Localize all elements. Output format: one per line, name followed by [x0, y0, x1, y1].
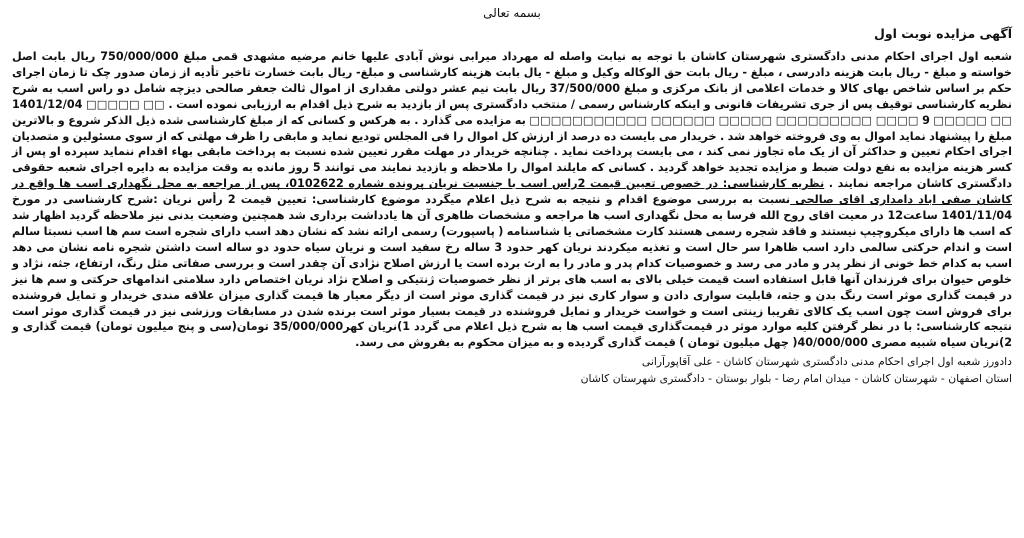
basmala-heading: بسمه تعالی — [483, 6, 541, 20]
notice-footer — [12, 353, 1012, 387]
address-line: استان اصفهان - شهرستان کاشان - میدان امام رضا - بلوار بوستان - دادگستری شهرستان کاشان — [580, 372, 1012, 386]
notice-paragraph-terms: به مزایده می گذارد . به هرکس و کسانی که از مبلغ کارشناسی شده ذیل الذکر شروع و بالاترین مبلغ را پیشنهاد نماید اموال به وی فروخته خواهد شد . خریدار می بایست ده درصد از ارزش کل اموال را فی المجلس تودیع نماید و مابقی را ظرف مهلتی که از سوی مسئولین و متصدیان اجرای احکام تعیین و حداکثر آن از یک ماه تجاوز نمی کند ، می بایست پرداخت نماید . چنانچه خریدار در مهلت مقرر تعیین شده نسبت به پرداخت مابقی بهاء اقدام ننماید سپرده او پس از کسر هزینه مزایده به نفع دولت ضبط و مزایده تجدید خواهد گردید . کسانی که مایلند اموال را ملاحظه و بازدید نمایند می توانند 5 روز مانده به وقت مزایده به دایره اجرای شعبه حقوقی دادگستری کاشان مراجعه نمایند . — [12, 113, 1012, 191]
notice-expert-opinion-heading: نظریه کارشناسی: در خصوص تعیین قیمت 2راس اسب با جنسیت نریان پرونده شماره 0102622، پس از مراجعه به محل نگهداری اسب ها واقع در کاشان صفی اباد دامداری اقای صالحی — [12, 177, 1012, 207]
notice-auction-date-line: □□ □□□□□ 1401/12/04 □□ □□□□□ 9 □□□□ □□□□□□□□□ □□□□□ □□□□□□ □□□□□□□□□□□ — [12, 97, 1012, 127]
notice-paragraph-expert-report: نسبت به بررسی موضوع اقدام و نتیجه به شرح ذیل اعلام میگردد موضوع کارشناسی: تعیین قیمت 2 رأس نریان :شرح کارشناسی در مورخ 1401/11/04 ساعت12 در معیت اقای روح الله فرسا به محل نگهداری اسب ها مراجعه و مشخصات ظاهری آن ها یادداشت برداری شد همچنین وضعیت بدنی نیز ملاحظه گردید اظهار شد که اسب ها دارای میکروچیپ نیستند و فاقد شجره رسمی هستند کارت مشخصاتی یا شناسنامه ( پاسپورت) رسمی ارائه نشد که نشان دهد اسب دارای شجره است سم ها اسب نسبتا سالم است و اندام حرکتی سالمی دارد اسب ظاهرا سر حال است و تغذیه میکردند نریان کهر حدود 3 ساله رخ سفید است و نریان سیاه حدود دو ساله است داشتن شجره نامه نشان می دهد اسب به کدام خط خونی از نظر پدر و مادر می رسد و خصوصیات کدام پدر و مادر را به ارث برده است یا ارزش اصلاح نژادی آن چقدر است و بررسی صفاتی مثل رنگ، ارتفاع، جثه، نژاد و خلوص حیوان برای فرزندان آنها قابل استفاده است قیمت خیلی بالای به اسب های برتر از نظر خصوصیات ژنتیکی و اصلاح نژاد نریان اختصاص دارد سلامتی اندامهای حرکتی و سم ها نیز در قیمت گذاری موثر است رنگ بدن و جثه، قابلیت سواری دادن و سوار کاری نیز در قیمت گذاری موثر است از دیگر معیار ها قیمت گذاری میزان علاقه مندی خریدار و تمایل فروشنده برای فروش است چون اسب یک کالای تقریبا زینتی است و خواست خریدار و تمایل فروشنده در قیمت بسیار موثر است برنده شدن در مسابقات ورزشی نیز در قیمت گذاری موثر است نتیجه کارشناسی: با در نظر گرفتن کلیه موارد موثر در قیمت‌گذاری قیمت اسب ها به شرح ذیل اعلام می گردد 1)نریان کهر35/000/000 تومان(سی و پنج میلیون تومان) قیمت گذاری و 2)نریان سیاه شبیه مصری 40/000/000( چهل میلیون تومان ) قیمت گذاری گردیده و به میزان محکوم به بفروش می رسد. — [12, 193, 1012, 350]
notice-title: آگهی مزایده نوبت اول — [874, 26, 1012, 41]
notice-body — [12, 49, 1012, 351]
notice-paragraph-intro: شعبه اول اجرای احکام مدنی دادگستری شهرستان کاشان با توجه به نیابت واصله له مهرداد میرابی نوش آبادی علیها خانم مرضیه مشهدی قمی مبلغ 750/000/000 ریال بابت اصل خواسته و مبلغ - ریال بابت هزینه دادرسی ، مبلغ - ریال بابت حق الوکاله وکیل و مبلغ - یال بابت هزینه کارشناسی و مبلغ- ریال بابت خسارت تاخیر تأدیه از زمان صدور چک تا زمان اجرای حکم بر اساس شاخص بهای کالا و خدمات اعلامی از بانک مرکزی و مبلغ 37/500/000 ریال بابت نیم عشر دولتی مقداری از اموال ثالث جعفر صالحی دیزچه شامل دو راس اسب به شرح نظریه کارشناسی توقیف پس از جری تشریفات قانونی و اینکه کارشناس رسمی / منتخب دادگستری پس از بازدید به شرح ذیل اقدام به ارزیابی نموده است . — [12, 50, 1012, 111]
signer-line: دادورز شعبه اول اجرای احکام مدنی دادگستری شهرستان کاشان - علی آقاپورآرانی — [641, 355, 1012, 369]
